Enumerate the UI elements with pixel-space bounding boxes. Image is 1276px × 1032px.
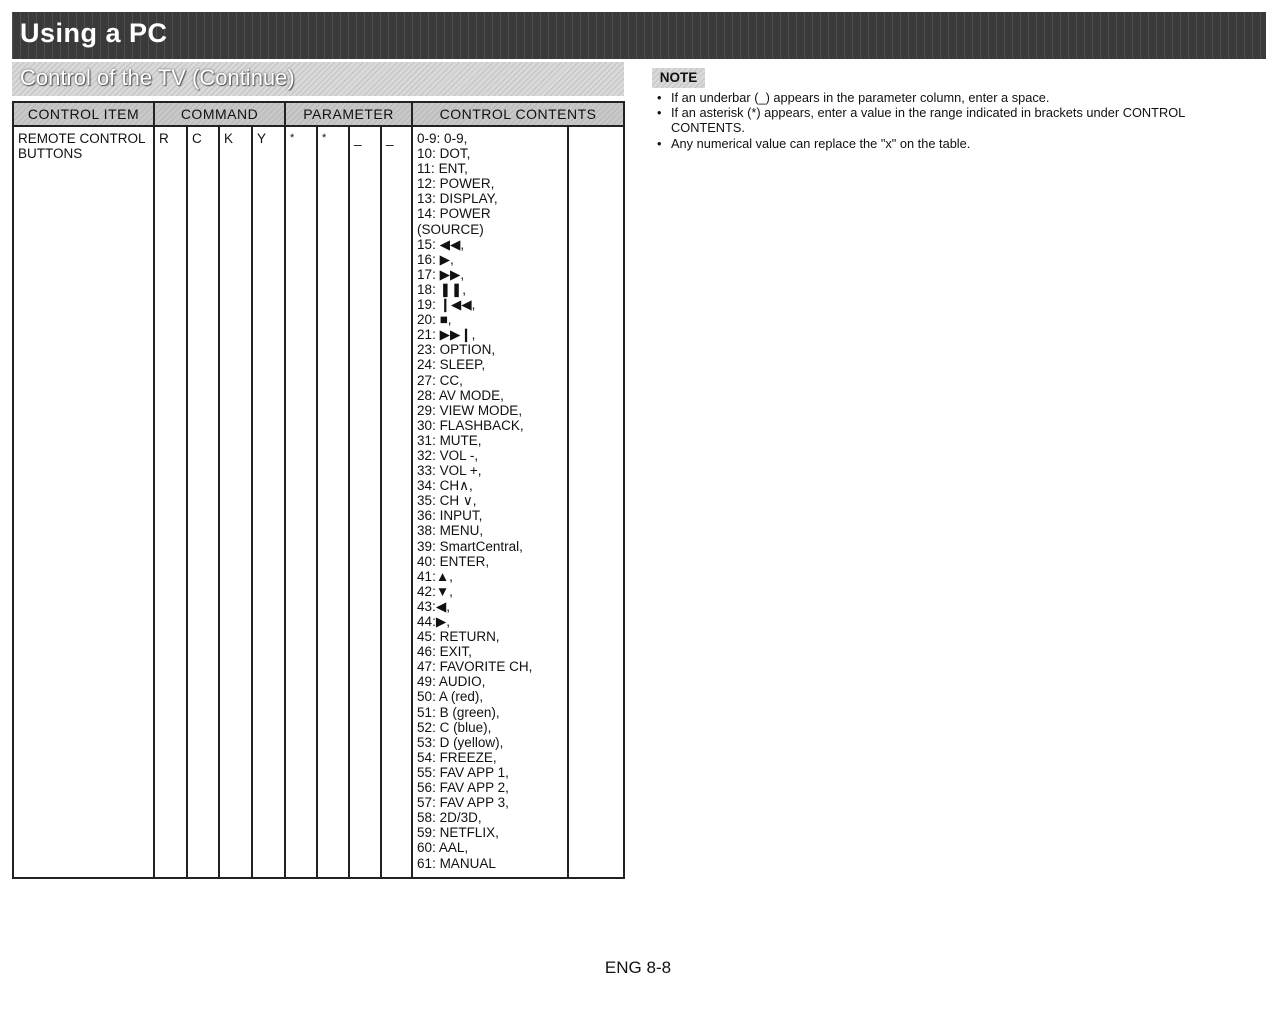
parameter-char-cell: * bbox=[285, 126, 317, 878]
control-content-line: 27: CC, bbox=[417, 372, 463, 388]
control-content-line: 58: 2D/3D, bbox=[417, 810, 482, 826]
note-item: • If an asterisk (*) appears, enter a value in the range indicated in brackets under CONTROL CONTENTS. bbox=[655, 105, 1255, 135]
section-bar bbox=[12, 62, 624, 96]
command-char-cell: R bbox=[154, 126, 187, 878]
control-content-line: 51: B (green), bbox=[417, 704, 500, 720]
control-content-line: 45: RETURN, bbox=[417, 629, 500, 645]
control-content-line: 30: FLASHBACK, bbox=[417, 417, 524, 433]
control-content-line: 44:▶, bbox=[417, 614, 450, 629]
control-content-line: 61: MANUAL bbox=[417, 855, 496, 871]
control-content-line: 16: ▶, bbox=[417, 251, 454, 267]
control-content-line: 53: D (yellow), bbox=[417, 734, 504, 750]
control-content-line: 18: ❚❚, bbox=[417, 281, 466, 297]
header-command: COMMAND bbox=[154, 102, 285, 126]
command-char-cell: C bbox=[187, 126, 219, 878]
note-list bbox=[655, 90, 1255, 151]
control-contents-cell bbox=[412, 126, 568, 878]
control-content-line: 13: DISPLAY, bbox=[417, 191, 498, 207]
parameter-char-cell: _ bbox=[381, 126, 412, 878]
control-content-line: 11: ENT, bbox=[417, 161, 468, 177]
control-content-line: 21: ▶▶❙, bbox=[417, 327, 476, 343]
control-content-line: 39: SmartCentral, bbox=[417, 538, 523, 554]
page-title: Using a PC bbox=[20, 18, 168, 48]
note-item: • If an underbar (_) appears in the parameter column, enter a space. bbox=[655, 90, 1255, 105]
control-content-line: 17: ▶▶, bbox=[417, 266, 465, 282]
parameter-char-cell: _ bbox=[349, 126, 381, 878]
control-content-line: 0-9: 0-9, bbox=[417, 131, 468, 146]
control-content-line: 10: DOT, bbox=[417, 146, 471, 162]
header-control-contents: CONTROL CONTENTS bbox=[412, 102, 624, 126]
control-item-cell: REMOTE CONTROL BUTTONS bbox=[13, 126, 154, 878]
header-parameter: PARAMETER bbox=[285, 102, 412, 126]
control-content-line: 24: SLEEP, bbox=[417, 357, 486, 373]
control-content-line: 36: INPUT, bbox=[417, 508, 483, 524]
note-item: • Any numerical value can replace the "x" on the table. bbox=[655, 136, 1255, 151]
control-content-line: 52: C (blue), bbox=[417, 719, 492, 735]
control-content-line: 12: POWER, bbox=[417, 176, 495, 192]
header-control-item: CONTROL ITEM bbox=[13, 102, 154, 126]
control-content-line: 50: A (red), bbox=[417, 689, 484, 705]
control-content-line: 33: VOL +, bbox=[417, 463, 482, 479]
control-content-line: 60: AAL, bbox=[417, 840, 469, 856]
control-content-line: 20: ■, bbox=[417, 312, 452, 328]
control-content-line: 41:▲, bbox=[417, 568, 453, 584]
header-bar bbox=[12, 12, 1266, 59]
control-content-line: 23: OPTION, bbox=[417, 342, 496, 358]
control-content-line: 57: FAV APP 3, bbox=[417, 795, 509, 811]
section-title: Control of the TV (Continue) bbox=[20, 65, 295, 90]
control-content-line: 56: FAV APP 2, bbox=[417, 780, 509, 796]
control-content-line: 55: FAV APP 1, bbox=[417, 764, 509, 780]
control-content-line: 29: VIEW MODE, bbox=[417, 402, 523, 418]
page-number: ENG 8-8 bbox=[604, 958, 672, 977]
control-content-line: 31: MUTE, bbox=[417, 432, 482, 448]
table-row bbox=[13, 126, 624, 878]
parameter-char-cell: * bbox=[317, 126, 349, 878]
control-content-line: 38: MENU, bbox=[417, 523, 484, 539]
control-content-line: 43:◀, bbox=[417, 598, 450, 614]
command-char-cell: K bbox=[219, 126, 252, 878]
control-content-line: 28: AV MODE, bbox=[417, 387, 504, 403]
control-content-line: 40: ENTER, bbox=[417, 553, 490, 569]
control-table bbox=[12, 101, 625, 879]
control-content-line: 32: VOL -, bbox=[417, 447, 479, 463]
control-content-line: 35: CH ∨, bbox=[417, 493, 477, 509]
table-header-row bbox=[13, 102, 624, 126]
empty-cell bbox=[568, 126, 624, 878]
note-badge: NOTE bbox=[652, 68, 705, 88]
control-content-line: 47: FAVORITE CH, bbox=[417, 659, 533, 675]
control-content-line: 54: FREEZE, bbox=[417, 749, 497, 765]
control-content-line: 42:▼, bbox=[417, 583, 453, 599]
control-content-line: 46: EXIT, bbox=[417, 644, 472, 660]
control-content-line: 34: CH∧, bbox=[417, 478, 473, 494]
control-content-line: 14: POWER (SOURCE) bbox=[417, 206, 491, 237]
control-content-line: 15: ◀◀, bbox=[417, 236, 465, 252]
control-content-line: 19: ❙◀◀, bbox=[417, 297, 476, 313]
control-content-line: 49: AUDIO, bbox=[417, 674, 486, 690]
control-content-line: 59: NETFLIX, bbox=[417, 825, 499, 841]
command-char-cell: Y bbox=[252, 126, 285, 878]
